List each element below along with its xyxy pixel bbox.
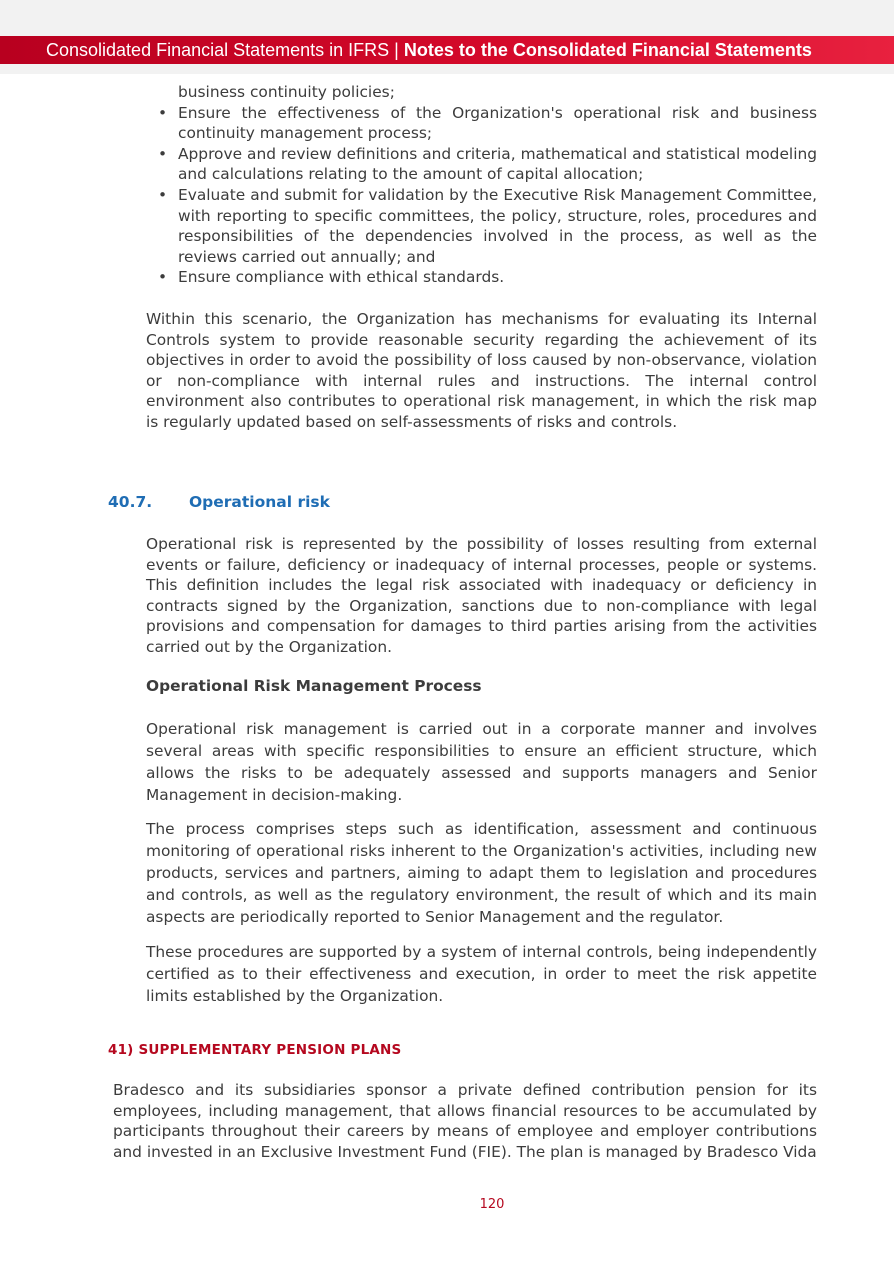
pension-plans-paragraph: Bradesco and its subsidiaries sponsor a private defined contribution pension for its employees, including management, that allows financial resources to be accumulated by participants throughout their careers by means of employee and employer contributions and invested in an Exclusive Investment Fund (FIE). The plan is managed by Bradesco Vida [113, 1081, 817, 1161]
list-item: • Evaluate and submit for validation by the Executive Risk Management Committee, with reporting to specific committees, the policy, structure, roles, procedures and responsibilities of the dependencies involved in the process, as well as the reviews carried out annually; and [178, 185, 817, 267]
header-section-title: Notes to the Consolidated Financial Statements [403, 40, 812, 60]
responsibilities-list [178, 82, 817, 288]
list-item: • Approve and review definitions and criteria, mathematical and statistical modeling and calculations relating to the amount of capital allocation; [178, 144, 817, 185]
list-item: • Ensure compliance with ethical standards. [178, 267, 817, 288]
header-under-band [0, 64, 894, 74]
page-header [0, 36, 894, 64]
list-item: • Ensure the effectiveness of the Organization's operational risk and business continuity management process; [178, 103, 817, 144]
management-paragraph-2: The process comprises steps such as identification, assessment and continuous monitoring of operational risks inherent to the Organization's activities, including new products, services and partners, aiming to adapt them to legislation and procedures and controls, as well as the regulatory environment, the result of which and its main aspects are periodically reported to Senior Management and the regulator. [146, 820, 817, 926]
list-item: business continuity policies; [178, 83, 395, 101]
section-41-heading: 41) SUPPLEMENTARY PENSION PLANS [108, 1042, 402, 1058]
top-band [0, 0, 894, 36]
section-title: Operational risk [189, 493, 330, 511]
management-paragraph-1: Operational risk management is carried out in a corporate manner and involves several areas with specific responsibilities to ensure an efficient structure, which allows the risks to be adequately assessed and supports managers and Senior Management in decision-making. [146, 720, 817, 804]
internal-controls-paragraph: Within this scenario, the Organization has mechanisms for evaluating its Internal Controls system to provide reasonable security regarding the achievement of its objectives in order to avoid the possibility of loss caused by non-observance, violation or non-compliance with internal rules and instructions. The internal control environment also contributes to operational risk management, in which the risk map is regularly updated based on self-assessments of risks and controls. [146, 310, 817, 431]
header-separator: | [389, 40, 404, 60]
header-document-title: Consolidated Financial Statements in IFRS [46, 40, 390, 60]
subsection-heading: Operational Risk Management Process [146, 677, 482, 695]
section-number: 40.7. [108, 493, 153, 511]
management-paragraph-3: These procedures are supported by a system of internal controls, being independently certified as to their effectiveness and execution, in order to meet the risk appetite limits established by the Organization. [146, 943, 817, 1005]
operational-risk-paragraph: Operational risk is represented by the possibility of losses resulting from external events or failure, deficiency or inadequacy of internal processes, people or systems. This definition includes the legal risk associated with inadequacy or deficiency in contracts signed by the Organization, sanctions due to non-compliance with legal provisions and compensation for damages to third parties arising from the activities carried out by the Organization. [146, 535, 817, 656]
page-number: 120 [479, 1197, 505, 1212]
